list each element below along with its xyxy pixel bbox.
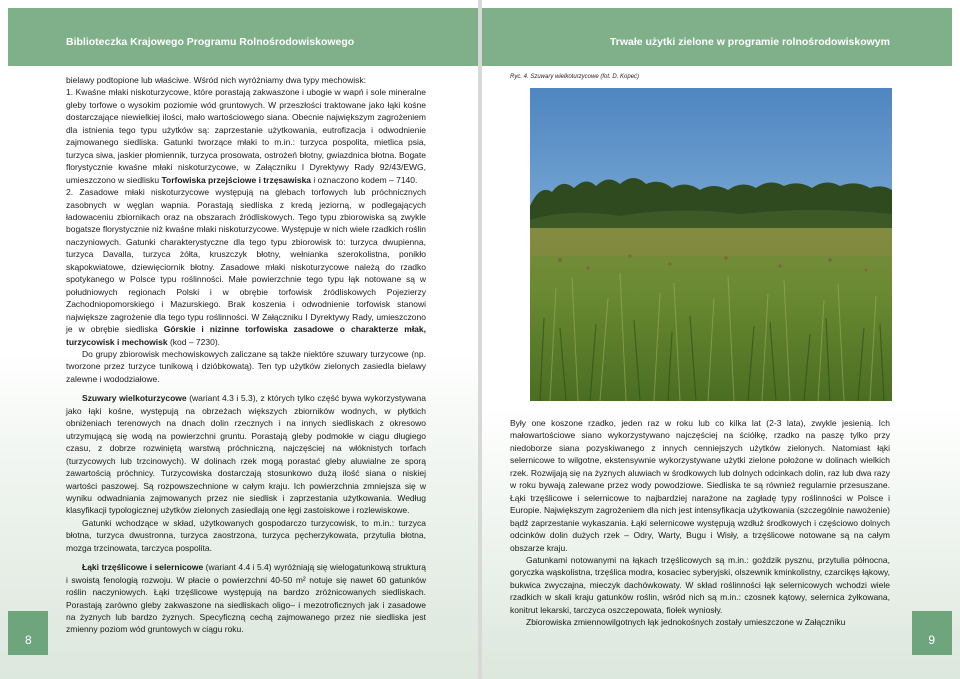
right-page [482,0,960,679]
figure-caption: Ryc. 4. Szuwary wielkoturzycowe (fot. D. Kopeć) [510,74,640,80]
paragraph: 1. Kwaśne młaki niskoturzycowe, które porastają zakwaszone i ubogie w wapń i sole mineralne gleby torfowe o wysokim poziomie wód gruntowych. W przeszłości traktowane jako łąki kośne dostarczające niewielkiej ilości, mało wartościowego siana. Obecnie największym zagrożeniem dla istnienia tego typu użytków są: zaprzestanie użytkowania, eutrofizacja i odwodnienie zajmowanego siedliska. Gatunki tworzące młaki to m.in.: turzyca pospolita, mietlica psia, turzyca siwa, jaskier płomiennik, turzyca prosowata, ostrożeń błotny, gwiazdnica błotna. Bogate florystycznie kwaśne młaki niskoturzycowe, w Załączniku I Dyrektywy Rady 92/43/EWG, umieszczono w siedlisku Torfowiska przejściowe i trzęsawiska i oznaczono kodem – 7140. [66,87,426,185]
habitat-name: Górskie i nizinne torfowiska zasadowe o charakterze młak, turzycowisk i mechowisk [66,324,426,347]
page-number: 9 [928,633,935,647]
section-term: Łąki trzęślicowe i selernicowe [82,562,204,573]
left-text-column [66,74,426,636]
right-running-header: Trwałe użytki zielone w programie rolnośrodowiskowym [609,36,890,48]
paragraph: 2. Zasadowe młaki niskoturzycowe występują na glebach torfowych lub próchnicznych zasobnych w węglan wapnia. Porastają siedliska z kredą jeziorną, w podlegających ładowaceniu zbiornikach oraz na obszarach źródliskowych. Tego typu zbiorowiska są zwykle bogatsze florystycznie niż kwaśne młaki niskoturzycowe. Występuje w nich wiele rzadkich roślin naczyniowych. Gatunki charakterystyczne dla tego typu zbiorowisk to: turzyca dwupienna, turzyca Davalla, turzyca żółta, kruszczyk błotny, wełnianka szerokolistna, ponikło skąpokwiatowe, dziewięciornik błotny. Zasadowe młaki niskoturzycowe należą do rzadko spotykanego w Polsce typu roślinności. Małe powierzchnie tego typu łąk notowane są w południowych regionach Polski i w obrębie torfowisk źródliskowych Pojezierzy Zachodniopomorskiego i Mazurskiego. Brak koszenia i odwodnienie torfowisk stanowi największe zagrożenie dla tego typu roślinności. W Załączniku I Dyrektywy Rady, umieszczono je w obrębie siedliska Górskie i nizinne torfowiska zasadowe o charakterze młak, turzycowisk i mechowisk (kod – 7230). [66,187,426,347]
section-term: Szuwary wielkoturzycowe [82,393,187,404]
paragraph: Były one koszone rzadko, jeden raz w roku lub co kilka lat (2-3 lata), zwykle jesienią. Ich małowartościowe siano wykorzystywano najczęściej na ściółkę, rzadko na paszę tylko przy niedoborze siana pozyskiwanego z innych cenniejszych użytków zielonych. Natomiast łąki selernicowe to wilgotne, ekstensywnie wykorzystywane użytki zielone położone w dolinach wielkich rzek. Rozwijają się na żyznych aluwiach w środkowych lub dolnych odcinkach dolin, raz lub dwa razy w roku bywają zalewane przez wody powodziowe. Siedliska te są również regularnie przesuszane. Łąki trzęślicowe i selernicowe to najbardziej narażone na zagładę typy roślinności w Polsce i Europie. Największym zagrożeniem dla nich jest intensyfikacja użytkowania (szczególnie nawożenie) bądź zaprzestanie wykaszania. Łąki selernicowe występują wzdłuż środkowych i częściowo dolnych odcinków dolin dużych rzek – Odry, Warty, Bugu i Wisły, a trzęślicowe notowane są na całym obszarze kraju. [510,418,890,553]
meadow-photo [530,88,892,401]
habitat-name: Torfowiska przejściowe i trzęsawiska [161,174,312,185]
page-number: 8 [25,633,32,647]
paragraph: Gatunki wchodzące w skład, użytkowanych gospodarczo turzycowisk, to m.in.: turzyca błotna, turzyca dwustronna, turzyca zaostrzona, turzyca pęcherzykowata, przytulia błotna, mozga trzcinowata, tarczyca pospolita. [66,517,426,553]
paragraph: Gatunkami notowanymi na łąkach trzęślicowych są m.in.: goździk pysznu, przytulia północna, goryczka wąskolistna, trzęślica modra, kosaciec syberyjski, olszewnik kminkolistny, czarcikęs łąkowy, bukwica zwyczajna, mieczyk dachówkowaty. W skład roślinności łąk selernicowych wchodzi wiele rzadkich w skali kraju gatunków roślin, wśród nich są m.in.: czosnek kątowy, selernica żyłkowana, konitrut lekarski, tarczyca oszczepowata, fiołek wyniosły. [510,554,890,615]
paragraph: Szuwary wielkoturzycowe (wariant 4.3 i 5.3), z których tylko część bywa wykorzystywana jako łąki kośne, występują na obrzeżach większych zbiorników wodnych, w płytkich obniżeniach terenowych na dnach dolin rzecznych i na innych siedliskach z okresowo utrzymującą się wodą na powierzchni gruntu. Porastają gleby podmokłe w ciągu długiego czasu, z dobrze rozwiniętą warstwą próchniczną, najczęściej na włóknistych torfach (turzycowych lub trzcinowych). W dolinach rzek mogą porastać gleby aluwialne ze sporą zawartością próchnicy. Turzycowiska dostarczają stosunkowo dużą ilość siana o niskiej wartości paszowej. Są rozpowszechnione w całym kraju. Ich powierzchnia zmniejsza się w wyniku odwadniania zajmowanych przez nie siedlisk i zaprzestania użytkowania. Według klasyfikacji typologicznej użytków zielonych zasiedlają one łęgi zastoiskowe i rozlewiskowe. [66,393,426,516]
right-text-column [510,417,890,629]
left-running-header: Biblioteczka Krajowego Programu Rolnośrodowiskowego [66,36,355,48]
paragraph: bielawy podtopione lub właściwe. Wśród nich wyróżniamy dwa typy mechowisk: [66,75,366,85]
left-page [0,0,478,679]
paragraph: Do grupy zbiorowisk mechowiskowych zaliczane są także niektóre szuwary turzycowe (np. tworzone przez turzyce tunikową i dzióbkowatą). Ten typ użytków zielonych zasiedla bielawy zalewne i wododziałowe. [66,348,426,384]
paragraph: Zbiorowiska zmiennowilgotnych łąk jednokośnych zostały umieszczone w Załączniku [526,617,846,628]
paragraph: Łąki trzęślicowe i selernicowe (wariant 4.4 i 5.4) wyróżniają się wielogatunkową strukturą i swoistą fenologią rozwoju. W płacie o powierzchni 40-50 m² notuje się nawet 60 gatunków roślin naczyniowych. Łąki trzęślicowe występują na bardzo zróżnicowanych siedliskach. Porastają zarówno gleby zakwaszone na siedliskach oligo– i mezotroficznych jak i zasadowe na żyznych lub bardzo żyznych. Specyficzną cechą zajmowanego przez nie siedliska jest zmienny poziom wód gruntowych w ciągu roku. [66,562,426,635]
